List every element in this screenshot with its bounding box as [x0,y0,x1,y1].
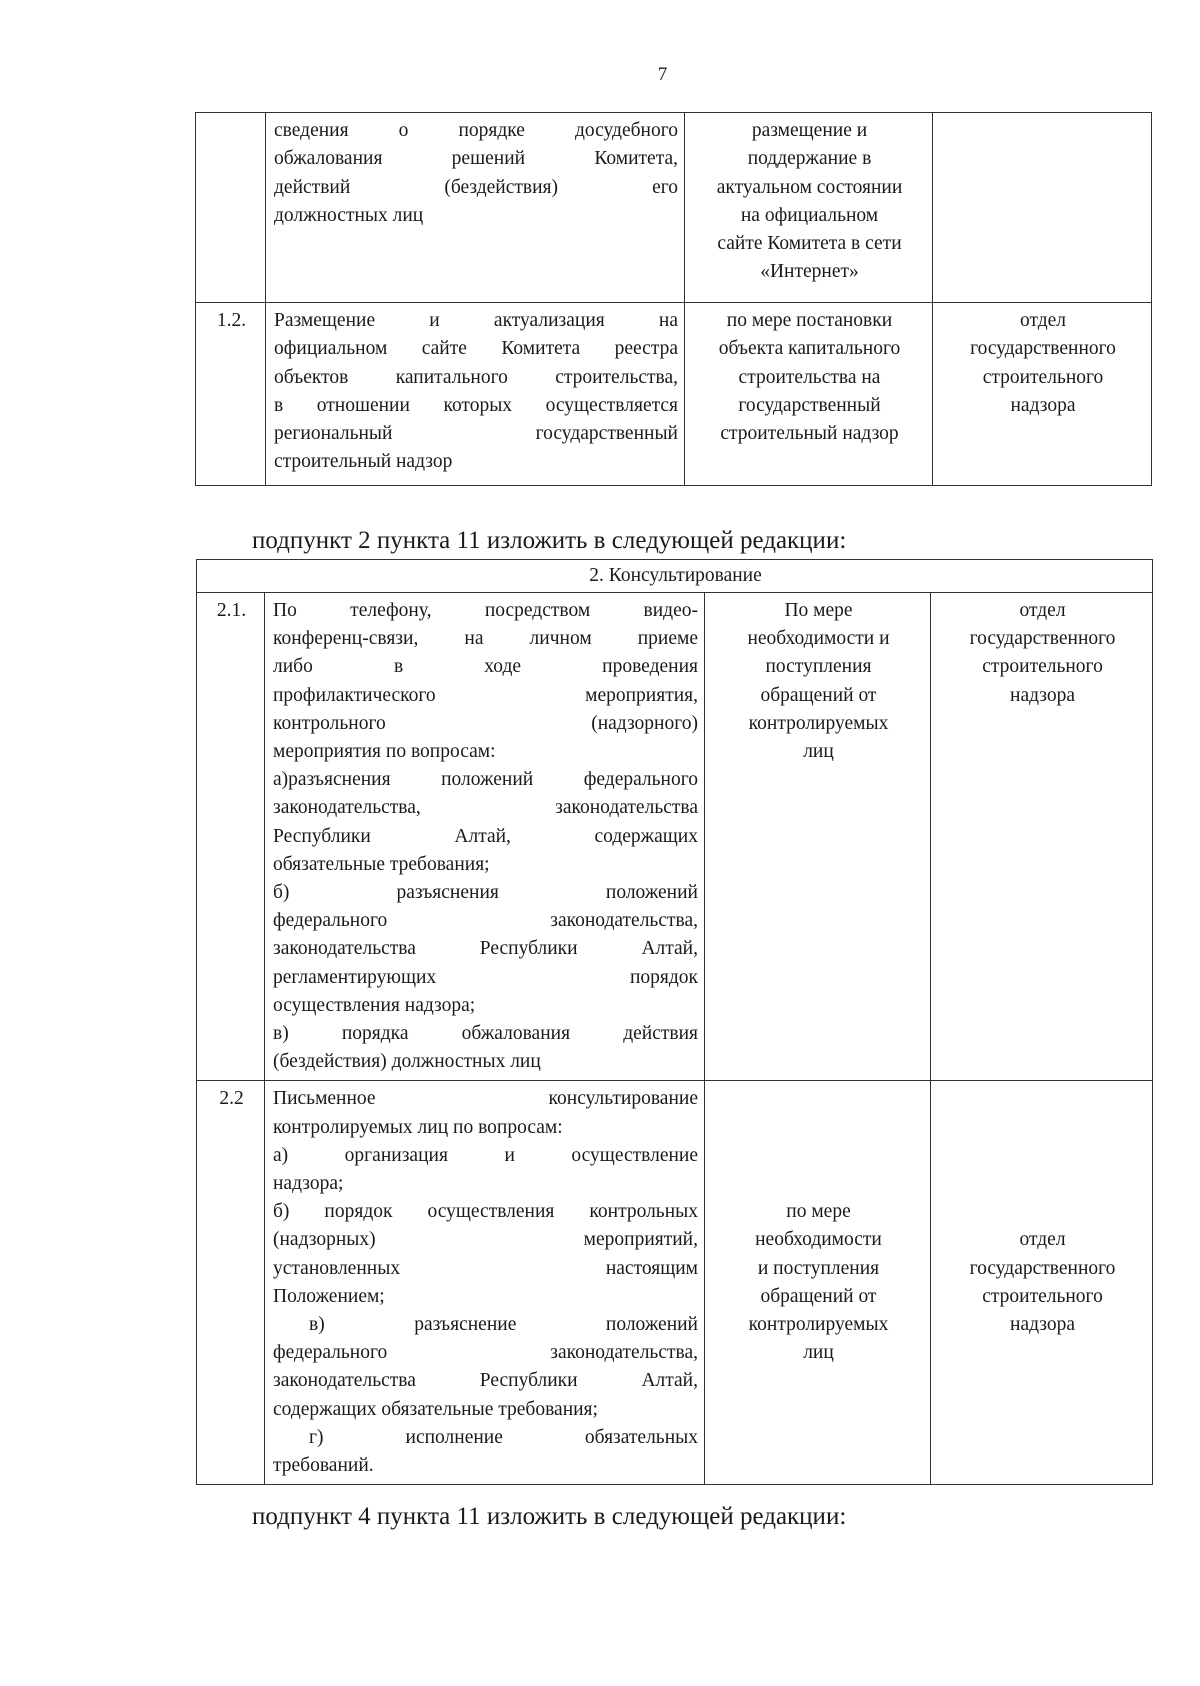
desc-line: либо в ходе проведения [273,656,698,678]
timing-cell [685,113,933,303]
measure-description [265,593,705,1081]
desc-line: (бездействия) должностных лиц [273,1051,541,1073]
desc-line: содержащих обязательные требования; [273,1398,598,1420]
desc-line: г) исполнение обязательных [309,1426,698,1448]
desc-line: официальном сайте Комитета реестра [274,338,678,360]
responsible-cell [931,593,1153,1081]
row-number: 2.2 [197,1081,265,1485]
table-row [196,113,1152,303]
cell-line: строительства на [738,366,881,388]
responsible-cell [933,303,1152,486]
desc-line: установленных настоящим [273,1257,698,1279]
desc-line: законодательства, законодательства [273,797,698,819]
section-heading: 2. Консультирование [197,560,1153,593]
desc-line: а) организация и осуществление [273,1144,698,1166]
desc-line: объектов капитального строительства, [274,366,678,388]
cell-line: строительного [982,366,1104,388]
page-number: 7 [657,64,668,85]
desc-line: федерального законодательства, [273,910,698,932]
cell-line: строительного [982,1285,1103,1307]
cell-line: обращений от [760,1285,877,1307]
desc-line: обязательные требования; [273,853,490,875]
desc-line: По телефону, посредством видео- [273,600,698,621]
cell-line: обращений от [760,684,877,706]
desc-line: требований. [273,1455,374,1477]
desc-line: обжалования решений Комитета, [274,148,678,170]
desc-line: б) разъяснения положений [273,882,698,904]
cell-line: сайте Комитета в сети [717,233,902,255]
cell-line: лиц [803,1342,834,1364]
row-number: 1.2. [196,303,266,486]
desc-line: а)разъяснения положений федерального [273,769,698,791]
desc-line: сведения о порядке досудебного [274,120,678,141]
cell-line: необходимости и [747,628,890,650]
table-row [197,1081,1153,1485]
desc-line: в) разъяснение положений [309,1314,698,1336]
desc-last-line: строительный надзор [274,451,453,473]
desc-line: осуществления надзора; [273,994,476,1016]
measure-description [266,303,685,486]
section-heading-row [197,560,1153,593]
cell-line: поступления [765,656,872,678]
cell-line: государственного [970,338,1116,360]
desc-line: контрольного (надзорного) [273,712,698,734]
desc-line: законодательства Республики Алтай, [273,938,698,960]
cell-line: по мере постановки [726,310,893,331]
desc-line: Письменное консультирование [273,1088,698,1110]
cell-line: по мере [786,1201,851,1223]
cell-line: надзора [1010,684,1076,706]
desc-line: Положением; [273,1285,385,1307]
cell-line: надзора [1010,1314,1076,1336]
cell-line: размещение и [751,120,868,141]
desc-line: Республики Алтай, содержащих [273,825,698,847]
desc-line: регламентирующих порядок [273,966,698,988]
desc-line: надзора; [273,1173,344,1195]
desc-lines [274,117,678,202]
amendment-instruction: подпункт 4 пункта 11 изложить в следующей редакции: [252,1503,847,1530]
cell-line: необходимости [755,1229,882,1251]
desc-line: в) порядка обжалования действия [273,1023,698,1045]
cell-line: отдел [1019,1229,1066,1251]
desc-line: региональный государственный [274,423,678,445]
desc-line: мероприятия по вопросам: [273,741,496,763]
timing-cell [705,593,931,1081]
table-row [197,593,1153,1081]
amendment-instruction: подпункт 2 пункта 11 изложить в следующей редакции: [252,527,847,554]
cell-line: надзора [1010,394,1076,416]
cell-line: на официальном [740,204,879,226]
cell-line: поддержание в [747,148,872,170]
timing-cell [685,303,933,486]
cell-line: и поступления [757,1257,880,1279]
responsible-cell [933,113,1152,303]
desc-last-line: должностных лиц [274,204,424,226]
desc-lines [274,307,678,448]
cell-line: «Интернет» [760,261,859,283]
desc-line: действий (бездействия) его [274,176,678,198]
responsible-cell [931,1081,1153,1485]
timing-cell [705,1081,931,1485]
cell-line: государственного [969,628,1116,650]
row-number: 2.1. [197,593,265,1081]
desc-line: контролируемых лиц по вопросам: [273,1116,563,1138]
cell-line: государственный [738,394,881,416]
cell-line: государственного [969,1257,1116,1279]
cell-line: отдел [1019,600,1066,621]
desc-line: (надзорных) мероприятий, [273,1229,698,1251]
desc-line: конференц-связи, на личном приеме [273,628,698,650]
consultation-table [196,559,1153,1485]
measure-description [266,113,685,303]
desc-line: б) порядок осуществления контрольных [273,1201,698,1223]
cell-line: контролируемых [748,1314,889,1336]
row-number [196,113,266,303]
cell-line: По мере [784,600,853,621]
cell-line: актуальном состоянии [716,176,903,198]
desc-line: законодательства Республики Алтай, [273,1370,698,1392]
cell-line: строительный надзор [720,423,899,445]
cell-line: отдел [1019,310,1067,331]
measures-table-continued [195,112,1152,486]
desc-line: федерального законодательства, [273,1342,698,1364]
desc-line: в отношении которых осуществляется [274,394,678,416]
desc-line: профилактического мероприятия, [273,684,698,706]
cell-line: объекта капитального [718,338,901,360]
table-row [196,303,1152,486]
desc-line: Размещение и актуализация на [274,310,678,331]
cell-line: лиц [803,741,834,763]
cell-line: строительного [982,656,1103,678]
cell-line: контролируемых [748,712,889,734]
measure-description [265,1081,705,1485]
